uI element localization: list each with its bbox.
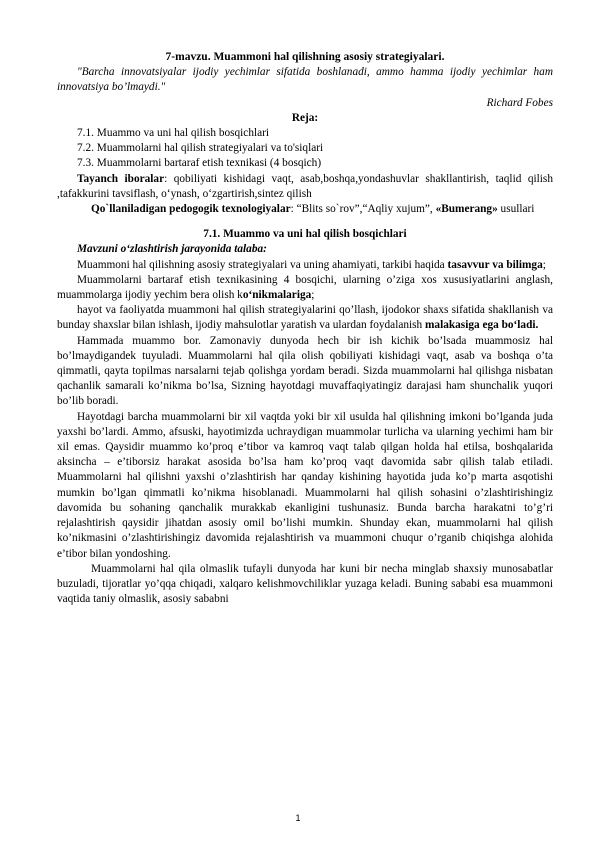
plan-item: 7.1. Muammo va uni hal qilish bosqichlari (77, 127, 270, 140)
paragraph-bold: o‘nikmalariga (242, 289, 312, 302)
goal-label: Mavzuni o‘zlashtirish jarayonida talaba: (77, 243, 267, 256)
paragraph (57, 303, 553, 333)
technologies-label: Qo`llaniladigan pedogogik texnologiyalar (91, 203, 291, 216)
paragraph (57, 273, 553, 303)
paragraph: Muammolarni hal qila olmaslik tufayli dunyoda har kuni bir necha minglab shaxsiy munosabatlar buzuladi, tijoratlar yo’qqa chiqadi, xalqaro kelishmovchiliklar yuzaga keladi. Buning sababi esa muammoni vaqtida taniy olmaslik, asosiy sababni (57, 562, 553, 606)
epigraph-quote: "Barcha innovatsiyalar ijodiy yechimlar sifatida boshlanadi, ammo hamma ijodiy yechimlar ham innovatsiya bo’lmaydi." (57, 66, 553, 94)
page-number: 1 (295, 813, 301, 823)
key-terms-text: : qobiliyati kishidagi vaqt, asab,boshqa,yondashuvlar shakllantirish, taqlid qilish ,tafakkurini tavsiflash, o‘ynash, o‘zgartirish,sintez qilish (57, 172, 553, 200)
technologies-method: «Bumerang» (435, 203, 498, 216)
paragraph-text: Muammoni hal qilishning asosiy strategiyalari va uning ahamiyati, tarkibi haqida (77, 258, 448, 271)
technologies-tail: usullari (497, 203, 535, 216)
paragraph-end: ; (311, 289, 315, 302)
paragraph-text: Muammolarni bartaraf etish texnikasining 4 bosqichi, ularning o’ziga xos xususiyatlarini anglash, muammolarga ijodiy yechim bera olish k (57, 273, 553, 302)
document-page (57, 50, 553, 607)
key-terms (57, 172, 553, 202)
key-terms-label: Tayanch iboralar (77, 172, 165, 185)
plan-item: 7.2. Muammolarni hal qilish strategiyalari va to'siqlari (77, 142, 324, 155)
epigraph-author: Richard Fobes (486, 96, 553, 109)
section-heading: 7.1. Muammo va uni hal qilish bosqichlari (203, 228, 407, 241)
plan-heading: Reja: (291, 111, 319, 124)
paragraph (57, 258, 553, 273)
paragraph: Hammada muammo bor. Zamonaviy dunyoda hech bir ish kichik bo’lsada muammosiz hal bo’lmaydigandek tuyuladi. Muammolarni hal qila olish qobiliyati kishidagi vaqt, asab va boshqa o’ta qimmatli, qayta topilmas narsalarni tejab qolishga yordam beradi. Sizda muammolarni hal qilishga nisbatan qachanlik samarali ko’nikma bo’lsa, Sizning hayotdagi muvaffaqiyatingiz darajasi ham shunchalik yuqori bo’lib boradi. (57, 334, 553, 408)
paragraph-bold: malakasiga ega bo‘ladi. (425, 319, 539, 332)
plan-item: 7.3. Muammolarni bartaraf etish texnikasi (4 bosqich) (77, 157, 322, 170)
paragraph-bold: tasavvur va bilimga (447, 258, 543, 271)
paragraph-text: hayot va faoliyatda muammoni hal qilish strategiyalarini qo’llash, ijodokor shaxs sifatida shakllanish va bunday shaxslar bilan ishlash, ijodiy mahsulotlar yaratish va ulardan foydalanish (57, 304, 553, 332)
document-title: 7-mavzu. Muammoni hal qilishning asosiy strategiyalari. (165, 51, 445, 63)
paragraph: Hayotdagi barcha muammolarni bir xil vaqtda yoki bir xil usulda hal qilishning imkoni bo’lganda juda yaxshi bo’lardi. Ammo, afsuski, hayotimizda uchraydigan muammolar turlicha va ularning yechimi ham bir xil emas. Qaysidir muammo ko’proq e’tibor va kamroq vaqt talab qilgan holda hal etilsa, boshqalarida aksincha – e’tiborsiz harakat asosida bo’lsa ham ko’proq vaqt davomida sabr qilish talab etiladi. Muammolarni hal qilishni yaxshi o’zlashtirish har qanday kishining hayotida juda ko’p marta asqotishi mumkin bo’lgan qimmatli ko’nikma hisoblanadi. Muammolarni hal qilish sohasini o’zlashtirishingiz davomida bu sohaning qanchalik murakkab ekanligini tushunasiz. Bunda barcha harakatni to’g’ri rejalashtirish qaysidir jihatdan asosiy omil bo’lishi mumkin. Shunday ekan, muammolarni hal qilish ko’nikmasini o’zlashtirishingiz davomida rejalashtirish va muammoni chuqur o’rganib chiqishga alohida e’tibor bilan yondoshing. (57, 410, 553, 560)
technologies (57, 202, 553, 217)
technologies-text: : “Blits so`rov”,“Aqliy xujum”, (290, 203, 436, 216)
paragraph-end: ; (542, 258, 546, 271)
